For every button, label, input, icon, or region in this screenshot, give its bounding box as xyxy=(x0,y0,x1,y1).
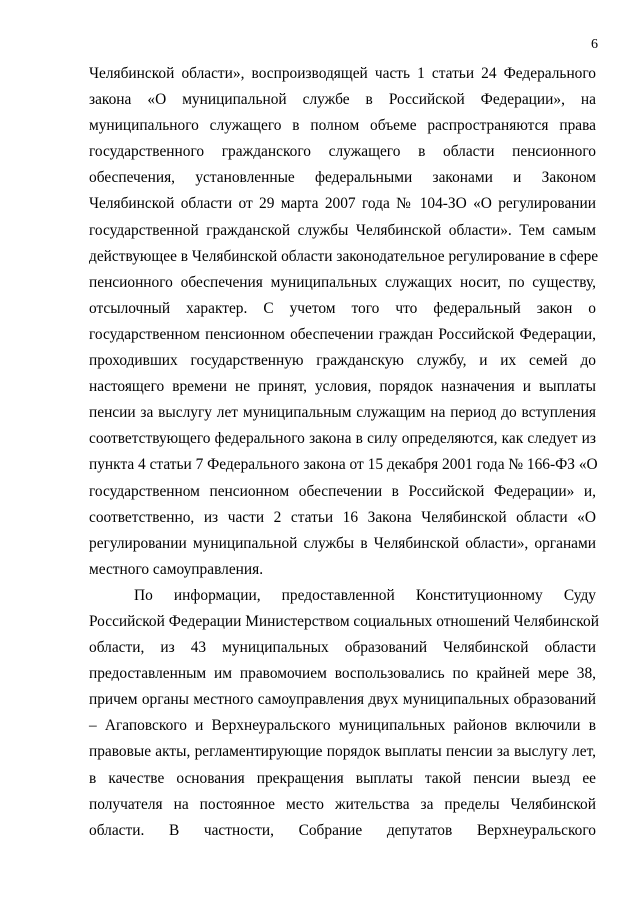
text-line: настоящего времени не принят, условия, порядок назначения и выплаты xyxy=(89,378,596,396)
text-line: предоставленным им правомочием воспользовались по крайней мере 38, xyxy=(89,665,596,683)
text-line: Российской Федерации Министерством социальных отношений Челябинской xyxy=(89,612,599,630)
text-line: получателя на постоянное место жительства за пределы Челябинской xyxy=(89,795,596,813)
page-number: 6 xyxy=(591,37,598,52)
text-line: – Агаповского и Верхнеуральского муниципальных районов включили в xyxy=(89,717,596,735)
text-line: государственном пенсионном обеспечении граждан Российской Федерации, xyxy=(89,325,596,343)
text-line: области. В частности, Собрание депутатов Верхнеуральского xyxy=(89,821,596,839)
text-line: закона «О муниципальной службе в Российской Федерации», на xyxy=(89,91,596,109)
text-line: в качестве основания прекращения выплаты такой пенсии выезд ее xyxy=(89,769,596,787)
text-line: местного самоуправления. xyxy=(89,560,264,578)
text-line: причем органы местного самоуправления двух муниципальных образований xyxy=(89,691,596,709)
text-line: соответствующего федерального закона в силу определяются, как следует из xyxy=(89,430,596,448)
text-line: области, из 43 муниципальных образований Челябинской области xyxy=(89,639,596,657)
document-body xyxy=(89,61,599,844)
text-line: регулировании муниципальной службы в Челябинской области», органами xyxy=(89,534,596,552)
text-line: правовые акты, регламентирующие порядок выплаты пенсии за выслугу лет, xyxy=(89,743,596,761)
text-line: пункта 4 статьи 7 Федерального закона от 15 декабря 2001 года № 166-ФЗ «О xyxy=(89,456,598,474)
text-line: государственной гражданской службы Челябинской области». Тем самым xyxy=(89,221,596,239)
text-line: обеспечения, установленные федеральными законами и Законом xyxy=(89,169,596,187)
text-line: соответственно, из части 2 статьи 16 Закона Челябинской области «О xyxy=(89,508,596,526)
text-line: проходивших государственную гражданскую службу, и их семей до xyxy=(89,352,596,370)
text-line: государственного гражданского служащего в области пенсионного xyxy=(89,143,596,161)
text-line: отсылочный характер. С учетом того что федеральный закон о xyxy=(89,299,596,317)
text-line: По информации, предоставленной Конституционному Суду xyxy=(134,586,596,604)
text-line: Челябинской области от 29 марта 2007 года № 104-ЗО «О регулировании xyxy=(89,195,596,213)
text-line: Челябинской области», воспроизводящей часть 1 статьи 24 Федерального xyxy=(89,65,596,82)
text-line: пенсионного обеспечения муниципальных служащих носит, по существу, xyxy=(89,273,596,291)
text-line: действующее в Челябинской области законодательное регулирование в сфере xyxy=(89,247,599,265)
text-line: пенсии за выслугу лет муниципальным служащим на период до вступления xyxy=(89,404,596,422)
text-line: государственном пенсионном обеспечении в Российской Федерации» и, xyxy=(89,482,596,500)
text-line: муниципального служащего в полном объеме распространяются права xyxy=(89,117,596,135)
